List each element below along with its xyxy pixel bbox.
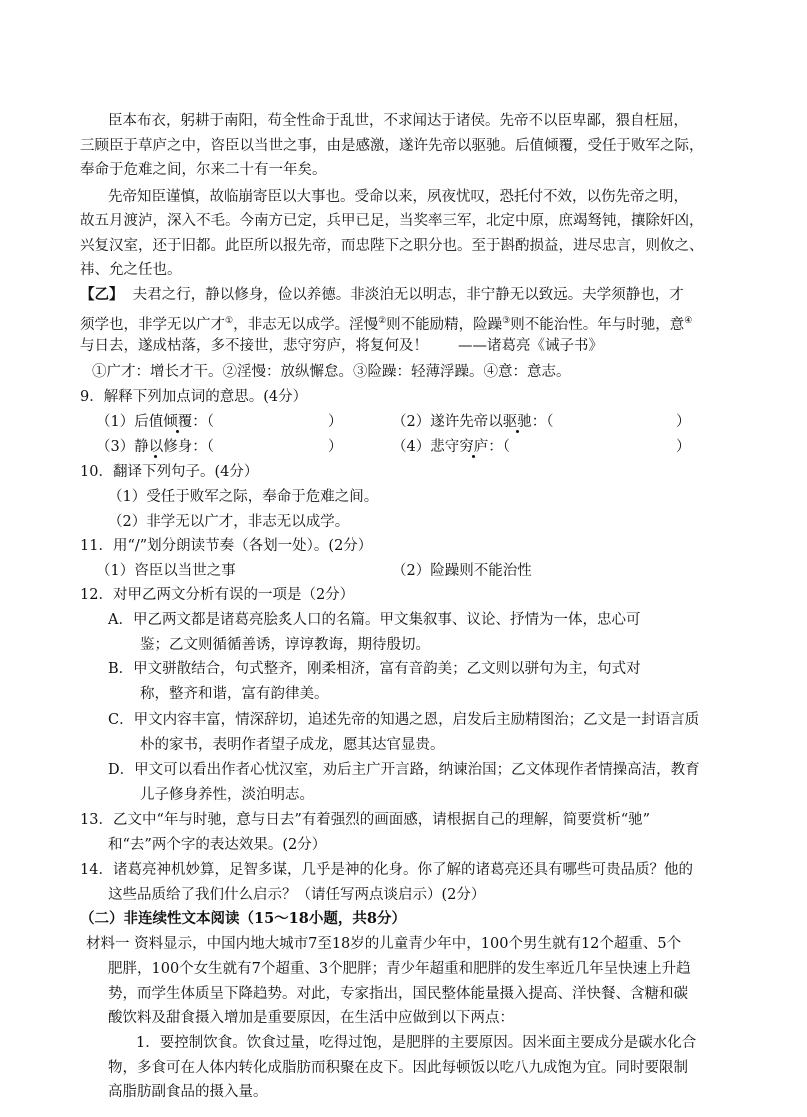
q12-option-a: A．甲乙两文都是诸葛亮脍炙人口的名篇。甲文集叙事、议论、抒情为一体，忠心可: [108, 612, 641, 628]
notes: ①广才：增长才干。②淫慢：放纵懈怠。③险躁：轻薄浮躁。④意：意志。: [92, 364, 571, 380]
q9-item-3: （3）静以修身：（: [96, 439, 214, 455]
material1-line-5: 1．要控制饮食。饮食过量，吃得过饱，是肥胖的主要原因。因米面主要成分是碳水化合: [136, 1035, 697, 1051]
q9-title: 9．解释下列加点词的意思。(4分）: [80, 389, 308, 405]
yi-tag: 【乙】: [80, 286, 124, 303]
yi-text: ，非志无以成学。淫慢: [233, 316, 379, 333]
note-marker: ②: [378, 316, 387, 326]
jia-line-2: 三顾臣于草庐之中，咨臣以当世之事，由是感激，遂许先帝以驱驰。后值倾覆，受任于败军之际，: [80, 138, 704, 154]
q11-item-2: （2）险躁则不能治性: [392, 563, 532, 579]
note-marker: ④: [684, 316, 693, 326]
material1-line-6: 物，多食可在人体内转化成脂肪而积聚在皮下。因此每顿饭以吃八九成饱为宜。同时要限制: [108, 1060, 688, 1076]
yi-text: 则不能治性。年与时驰，意: [510, 316, 685, 333]
q12-title: 12．对甲乙两文分析有误的一项是（2分）: [80, 587, 355, 603]
q9-item-1-close: ）: [328, 414, 343, 430]
yi-text: 与日去，遂成枯落，多不接世，悲守穷庐，将复何及！: [80, 338, 428, 354]
q12-option-b-cont: 称，整齐和谐，富有韵律美。: [140, 686, 329, 702]
jia-line-4: 先帝知臣谨慎，故临崩寄臣以大事也。受命以来，夙夜忧叹，恐托付不效，以伤先帝之明，: [108, 189, 688, 205]
q12-option-d-cont: 儿子修身养性，淡泊明志。: [140, 787, 314, 803]
q10-title: 10．翻译下列句子。(4分）: [80, 464, 259, 480]
material1-line-4: 酸饮料及甜食摄入增加是重要原因，在生活中应做到以下两点：: [108, 1010, 514, 1026]
material1-line-7: 高脂肪副食品的摄入量。: [108, 1084, 268, 1100]
material1-line-3: 势，而学生体质呈下降趋势。对此，专家指出，国民整体能量摄入提高、洋快餐、含糖和碳: [108, 986, 688, 1002]
yi-line-1: [80, 284, 684, 306]
q11-title: 11．用“/”划分朗读节奏（各划一处）。(2分）: [80, 538, 373, 554]
jia-line-7: 祎、允之任也。: [80, 262, 182, 278]
yi-text: 夫君之行，静以修身，俭以养德。非淡泊无以明志，非宁静无以致远。夫学须静也，才: [132, 287, 684, 303]
note-marker: ①: [225, 316, 234, 326]
yi-author: ——诸葛亮《诫子书》: [458, 338, 603, 354]
yi-text: 须学也，非学无以广才: [80, 316, 225, 333]
section-2-heading: （二）非连续性文本阅读（15～18小题，共8分）: [80, 910, 406, 927]
yi-text: 则不能励精，险躁: [386, 316, 503, 333]
q10-item-1: （1）受任于败军之际，奉命于危难之间。: [108, 489, 379, 505]
q9-item-2-close: ）: [676, 414, 691, 430]
q9-item-4: （4）悲守穷庐：（: [392, 439, 510, 455]
material1-line-1: 材料一 资料显示，中国内地大城市7至18岁的儿童青少年中，100个男生就有12个超重、5个: [86, 936, 682, 952]
q9-item-1: （1）后值倾覆：（: [96, 414, 214, 430]
q12-option-c: C．甲文内容丰富，情深辞切，追述先帝的知遇之恩，启发后主励精图治；乙文是一封语言质: [108, 712, 700, 728]
yi-line-2: [80, 310, 692, 336]
jia-line-5: 故五月渡泸，深入不毛。今南方已定，兵甲已足，当奖率三军，北定中原，庶竭驽钝，攘除奸凶，: [80, 213, 704, 229]
material1-line-2: 肥胖，100个女生就有7个超重、3个肥胖；青少年超重和肥胖的发生率近几年呈快速上升趋: [108, 961, 691, 977]
q12-option-c-cont: 朴的家书，表明作者望子成龙，愿其达官显贵。: [140, 737, 445, 753]
q11-item-1: （1）咨臣以当世之事: [96, 563, 236, 579]
jia-line-1: 臣本布衣，躬耕于南阳，苟全性命于乱世，不求闻达于诸侯。先帝不以臣卑鄙，猥自枉屈，: [108, 113, 688, 129]
q12-option-a-cont: 鉴；乙文则循循善诱，谆谆教诲，期待殷切。: [140, 637, 430, 653]
q12-option-d: D．甲文可以看出作者心忧汉室，劝后主广开言路，纳谏治国；乙文体现作者情操高洁，教育: [108, 762, 700, 778]
jia-line-3: 奉命于危难之间，尔来二十有一年矣。: [80, 162, 327, 178]
q13-line-2: 和“去”两个字的表达效果。(2分）: [108, 837, 327, 853]
note-marker: ③: [502, 316, 511, 326]
q13-line-1: 13．乙文中“年与时驰，意与日去”有着强烈的画面感，请根据自己的理解，简要赏析“驰”: [80, 812, 651, 828]
q9-item-3-close: ）: [328, 439, 343, 455]
q12-option-b: B．甲文骈散结合，句式整齐，刚柔相济，富有音韵美；乙文则以骈句为主，句式对: [108, 661, 641, 677]
jia-line-6: 兴复汉室，还于旧都。此臣所以报先帝，而忠陛下之职分也。至于斟酌损益，进尽忠言，则攸之、: [80, 238, 704, 254]
q14-line-1: 14．诸葛亮神机妙算，足智多谋，几乎是神的化身。你了解的诸葛亮还具有哪些可贵品质？他的: [80, 862, 693, 878]
q14-line-2: 这些品质给了我们什么启示？（请任写两点谈启示）(2分）: [108, 887, 486, 903]
q10-item-2: （2）非学无以广才，非志无以成学。: [108, 514, 350, 530]
q9-item-4-close: ）: [676, 439, 691, 455]
yi-line-3: [80, 335, 603, 357]
q9-item-2: （2）遂许先帝以驱驰：（: [392, 414, 554, 430]
